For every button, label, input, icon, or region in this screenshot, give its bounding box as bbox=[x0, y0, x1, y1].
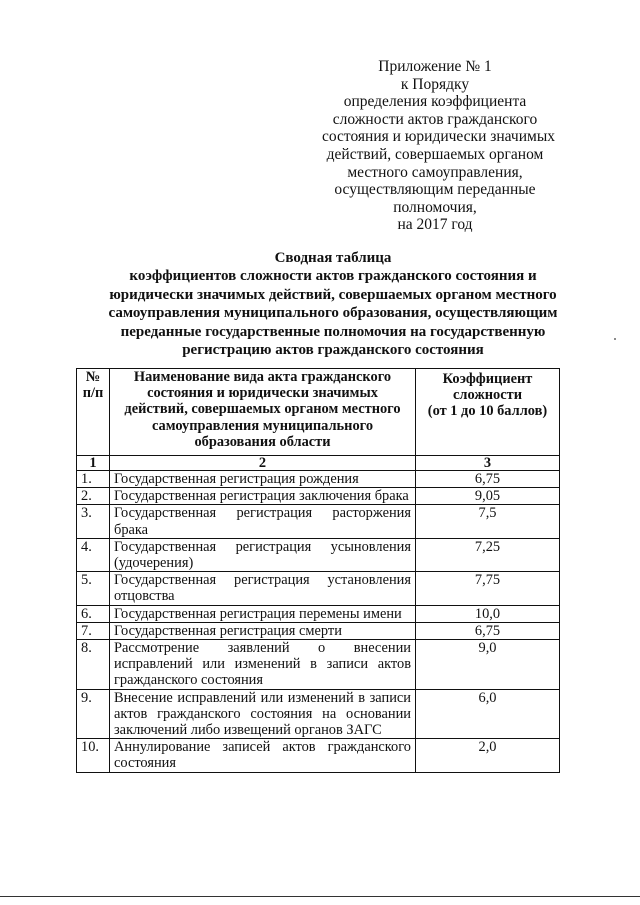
header-coef: Коэффициент сложности (от 1 до 10 баллов) bbox=[416, 369, 560, 456]
table-row bbox=[77, 689, 560, 739]
row-value: 7,25 bbox=[416, 538, 560, 571]
row-name: Государственная регистрация смерти bbox=[110, 622, 416, 639]
table-row bbox=[77, 505, 560, 538]
scan-speck bbox=[614, 338, 616, 340]
appendix-header bbox=[322, 58, 555, 234]
table-row bbox=[77, 488, 560, 505]
row-name: Государственная регистрация расторжения брака bbox=[110, 505, 416, 538]
table-row bbox=[77, 605, 560, 622]
table-row bbox=[77, 739, 560, 772]
row-number: 5. bbox=[77, 572, 110, 605]
row-name: Государственная регистрация перемены имени bbox=[110, 605, 416, 622]
appendix-line: состояния и юридически значимых bbox=[322, 128, 555, 146]
appendix-line: сложности актов гражданского bbox=[332, 110, 538, 128]
row-value: 6,75 bbox=[416, 471, 560, 488]
title-line: юридически значимых действий, совершаемых органом местного bbox=[109, 286, 557, 303]
page-bottom-edge bbox=[0, 896, 640, 897]
column-number-row bbox=[77, 456, 560, 471]
table-row bbox=[77, 471, 560, 488]
row-value: 6,0 bbox=[416, 689, 560, 739]
column-number: 1 bbox=[77, 456, 110, 471]
table-row bbox=[77, 572, 560, 605]
title-line: переданные государственные полномочия на государственную bbox=[120, 323, 546, 340]
coefficient-table bbox=[76, 368, 560, 773]
row-name: Государственная регистрация установления отцовства bbox=[110, 572, 416, 605]
header-num: № п/п bbox=[77, 369, 110, 456]
row-number: 6. bbox=[77, 605, 110, 622]
appendix-line: местного самоуправления, bbox=[347, 163, 523, 181]
header-name: Наименование вида акта гражданского состояния и юридически значимых действий, совершаемых органом местного самоуправления муниципального образования области bbox=[110, 369, 416, 456]
row-value: 7,75 bbox=[416, 572, 560, 605]
column-number: 2 bbox=[110, 456, 416, 471]
appendix-line: действий, совершаемых органом bbox=[326, 145, 544, 163]
row-name: Государственная регистрация заключения брака bbox=[110, 488, 416, 505]
row-number: 3. bbox=[77, 505, 110, 538]
row-value: 7,5 bbox=[416, 505, 560, 538]
appendix-line: осуществляющим переданные bbox=[334, 181, 536, 199]
document-title bbox=[80, 249, 586, 359]
title-line: самоуправления муниципального образования, осуществляющим bbox=[108, 305, 558, 322]
column-number: 3 bbox=[416, 456, 560, 471]
table-row bbox=[77, 622, 560, 639]
row-number: 4. bbox=[77, 538, 110, 571]
row-value: 9,05 bbox=[416, 488, 560, 505]
title-line: регистрацию актов гражданского состояния bbox=[182, 342, 484, 359]
row-number: 2. bbox=[77, 488, 110, 505]
row-name: Внесение исправлений или изменений в записи актов гражданского состояния на основании заключений либо извещений органов ЗАГС bbox=[110, 689, 416, 739]
title-line: Сводная таблица bbox=[274, 250, 392, 266]
row-value: 6,75 bbox=[416, 622, 560, 639]
row-number: 1. bbox=[77, 471, 110, 488]
row-number: 9. bbox=[77, 689, 110, 739]
table-row bbox=[77, 538, 560, 571]
row-value: 10,0 bbox=[416, 605, 560, 622]
row-name: Рассмотрение заявлений о внесении исправлений или изменений в записи актов гражданского состояния bbox=[110, 640, 416, 690]
appendix-line: Приложение № 1 bbox=[378, 58, 492, 75]
appendix-line: на 2017 год bbox=[397, 216, 473, 234]
row-number: 8. bbox=[77, 640, 110, 690]
table-row bbox=[77, 640, 560, 690]
row-name: Государственная регистрация рождения bbox=[110, 471, 416, 488]
row-value: 2,0 bbox=[416, 739, 560, 772]
appendix-line: полномочия, bbox=[393, 198, 477, 216]
row-name: Аннулирование записей актов гражданского состояния bbox=[110, 739, 416, 772]
appendix-line: определения коэффициента bbox=[343, 93, 527, 111]
title-line: коэффициентов сложности актов гражданского состояния и bbox=[129, 268, 537, 285]
row-name: Государственная регистрация усыновления (удочерения) bbox=[110, 538, 416, 571]
appendix-line: к Порядку bbox=[400, 75, 470, 93]
table-header-row bbox=[77, 369, 560, 456]
row-number: 10. bbox=[77, 739, 110, 772]
row-number: 7. bbox=[77, 622, 110, 639]
row-value: 9,0 bbox=[416, 640, 560, 690]
